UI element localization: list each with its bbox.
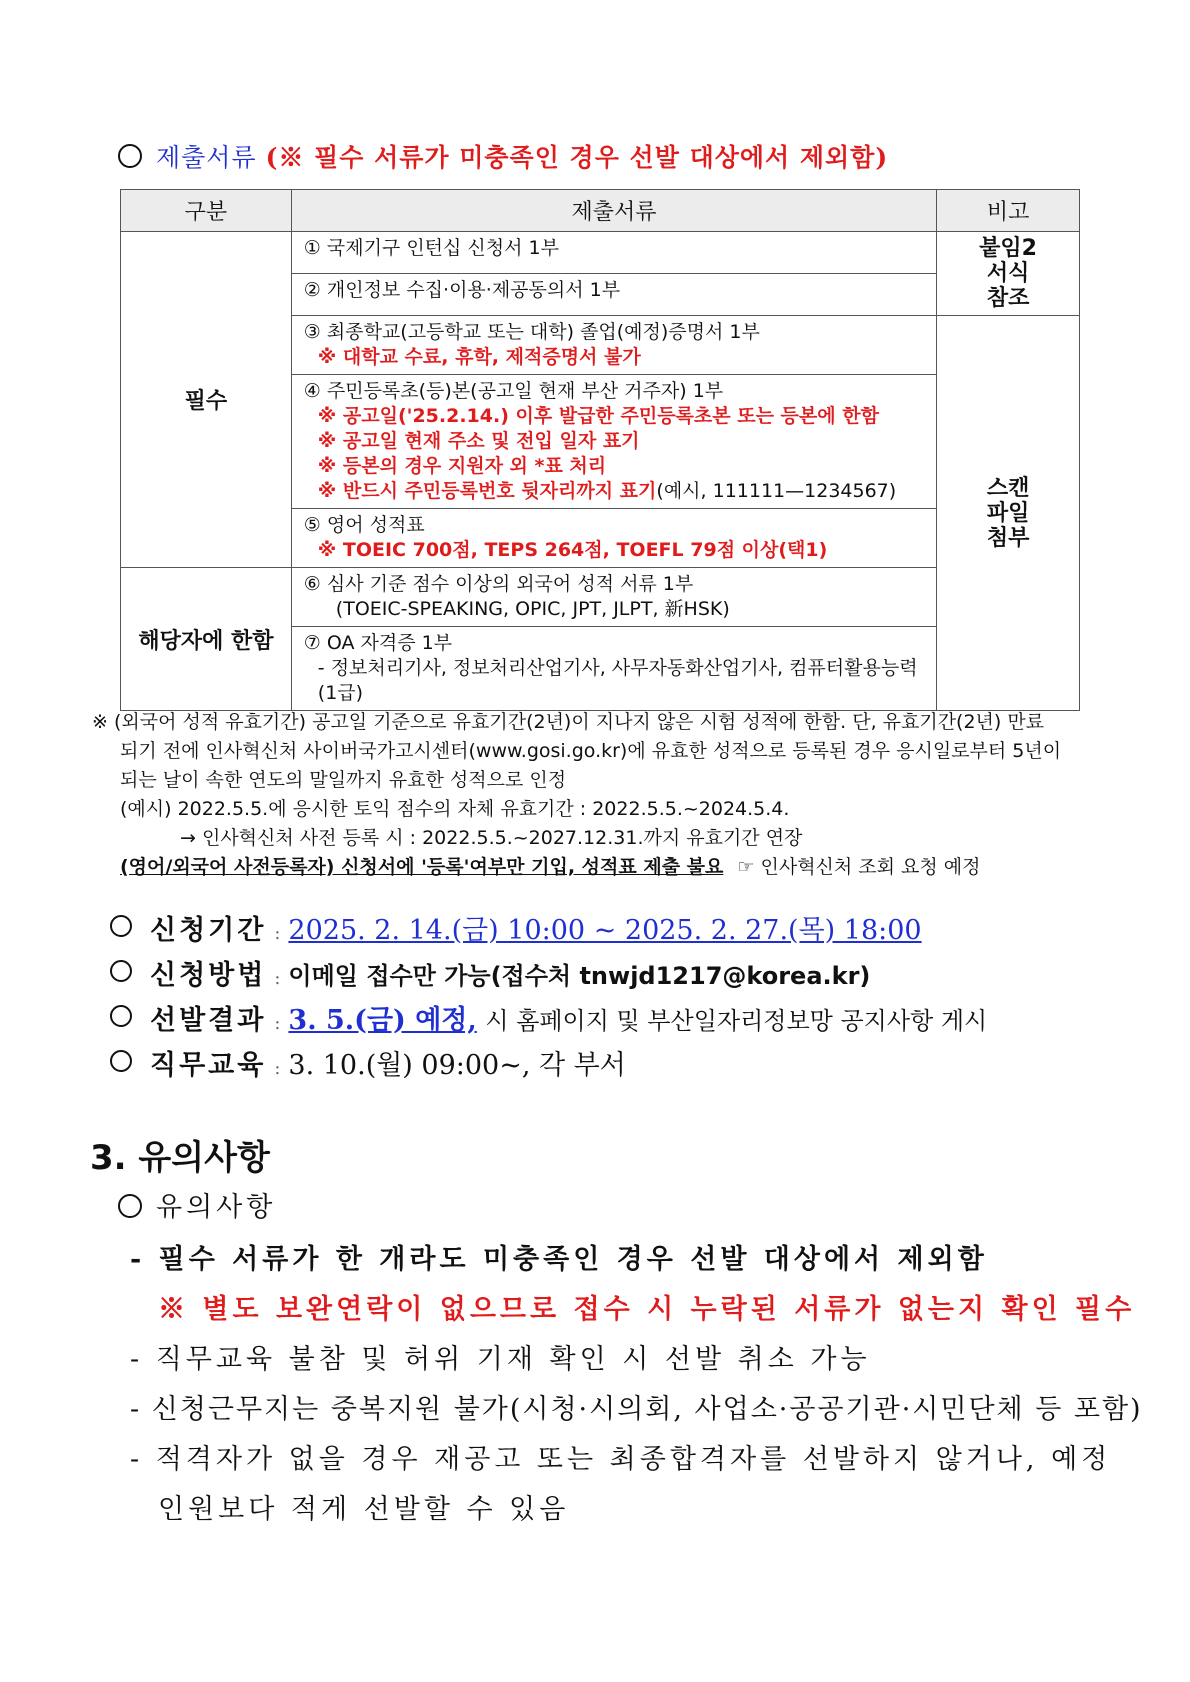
info-result: 선발결과 : 3. 5.(금) 예정, 시 홈페이지 및 부산일자리정보망 공지사항 게시 <box>110 998 987 1037</box>
docs-heading-note: (※ 필수 서류가 미충족인 경우 선발 대상에서 제외함) <box>265 143 889 172</box>
circle-bullet-icon <box>118 1194 142 1218</box>
docs-heading <box>118 138 888 174</box>
footnote-preregistered <box>120 853 981 882</box>
footnote-example: (예시) 2022.5.5.에 응시한 토익 점수의 자체 유효기간 : 2022.5.5.~2024.5.4. <box>120 798 790 820</box>
category-required: 필수 <box>121 232 292 568</box>
doc-item-4: ④ 주민등록초(등)본(공고일 현재 부산 거주자) 1부 ※ 공고일('25.2.14.) 이후 발급한 주민등록초본 또는 등본에 한함 ※ 공고일 현재 주소 및 전입 일자 표기 ※ 등본의 경우 지원자 외 *표 처리 ※ 반드시 주민등록번호 뒷자리까지 표기(예시, 111111—1234567) <box>291 375 936 509</box>
result-label: 선발결과 <box>150 1005 267 1036</box>
circle-bullet-icon <box>110 915 132 937</box>
caution-1-note: ※ 별도 보완연락이 없으므로 접수 시 누락된 서류가 없는지 확인 필수 <box>158 1294 1136 1325</box>
circle-bullet-icon <box>110 1005 132 1027</box>
result-note: 시 홈페이지 및 부산일자리정보망 공지사항 게시 <box>485 1007 988 1035</box>
section3-sub: 유의사항 <box>118 1185 276 1224</box>
info-method: 신청방법 : 이메일 접수만 가능(접수처 tnwjd1217@korea.kr) <box>110 953 870 992</box>
method-label: 신청방법 <box>150 960 267 991</box>
footnote-line-3: 되는 날이 속한 연도의 말일까지 유효한 성적으로 인정 <box>120 769 567 791</box>
doc-item-3: ③ 최종학교(고등학교 또는 대학) 졸업(예정)증명서 1부 ※ 대학교 수료, 휴학, 제적증명서 불가 <box>291 316 936 375</box>
doc-item-5: ⑤ 영어 성적표 ※ TOEIC 700점, TEPS 264점, TOEFL 79점 이상(택1) <box>291 509 936 568</box>
training-value: 3. 10.(월) 09:00~, 각 부서 <box>288 1050 626 1081</box>
result-value: 3. 5.(금) 예정, <box>288 1005 477 1036</box>
caution-4-cont: 인원보다 적게 선발할 수 있음 <box>158 1494 570 1525</box>
training-label: 직무교육 <box>150 1050 267 1081</box>
docs-heading-title: 제출서류 <box>156 143 257 172</box>
docs-table <box>120 189 1080 711</box>
section3-title: 3. 유의사항 <box>90 1138 270 1178</box>
footnote-preregistered-note: ☞ 인사혁신처 조회 요청 예정 <box>737 856 981 878</box>
table-header-row <box>121 190 1080 232</box>
circle-bullet-icon <box>110 1050 132 1072</box>
doc-item-2: ② 개인정보 수집·이용·제공동의서 1부 <box>291 274 936 316</box>
doc-item-7: ⑦ OA 자격증 1부 - 정보처리기사, 정보처리산업기사, 사무자동화산업기사, 컴퓨터활용능력(1급) <box>291 627 936 711</box>
header-category: 구분 <box>121 190 292 232</box>
header-remarks: 비고 <box>937 190 1080 232</box>
circle-bullet-icon <box>110 960 132 982</box>
doc-item-6: ⑥ 심사 기준 점수 이상의 외국어 성적 서류 1부 (TOEIC-SPEAKING, OPIC, JPT, JLPT, 新HSK) <box>291 568 936 627</box>
footnote-extension: → 인사혁신처 사전 등록 시 : 2022.5.5.~2027.12.31.까지 유효기간 연장 <box>180 827 803 849</box>
header-documents: 제출서류 <box>291 190 936 232</box>
category-applicable: 해당자에 한함 <box>121 568 292 711</box>
circle-bullet-icon <box>118 144 142 168</box>
table-row <box>121 568 1080 627</box>
footnote-line-1: ※ (외국어 성적 유효기간) 공고일 기준으로 유효기간(2년)이 지나지 않은 시험 성적에 한함. 단, 유효기간(2년) 만료 <box>92 711 1045 733</box>
footnote-line-2: 되기 전에 인사혁신처 사이버국가고시센터(www.gosi.go.kr)에 유효한 성적으로 등록된 경우 응시일로부터 5년이 <box>120 740 1062 762</box>
info-period: 신청기간 : 2025. 2. 14.(금) 10:00 ~ 2025. 2. 27.(목) 18:00 <box>110 908 922 947</box>
caution-1: - 필수 서류가 한 개라도 미충족인 경우 선발 대상에서 제외함 <box>130 1244 988 1275</box>
method-value: 이메일 접수만 가능(접수처 tnwjd1217@korea.kr) <box>288 962 871 990</box>
table-row <box>121 232 1080 274</box>
info-training: 직무교육 : 3. 10.(월) 09:00~, 각 부서 <box>110 1043 626 1082</box>
remark-scan: 스캔 파일 첨부 <box>937 316 1080 711</box>
caution-4: - 적격자가 없을 경우 재공고 또는 최종합격자를 선발하지 않거나, 예정 <box>130 1444 1112 1475</box>
doc-item-1: ① 국제기구 인턴십 신청서 1부 <box>291 232 936 274</box>
period-label: 신청기간 <box>150 915 267 946</box>
footnote-preregistered-bold: (영어/외국어 사전등록자) 신청서에 '등록'여부만 기입, 성적표 제출 불요 <box>120 856 724 878</box>
period-value: 2025. 2. 14.(금) 10:00 ~ 2025. 2. 27.(목) 18:00 <box>288 915 922 946</box>
caution-2: - 직무교육 불참 및 허위 기재 확인 시 선발 취소 가능 <box>130 1344 871 1375</box>
remark-form: 붙임2 서식 참조 <box>937 232 1080 316</box>
caution-3: - 신청근무지는 중복지원 불가(시청·시의회, 사업소·공공기관·시민단체 등 포함) <box>130 1394 1143 1425</box>
